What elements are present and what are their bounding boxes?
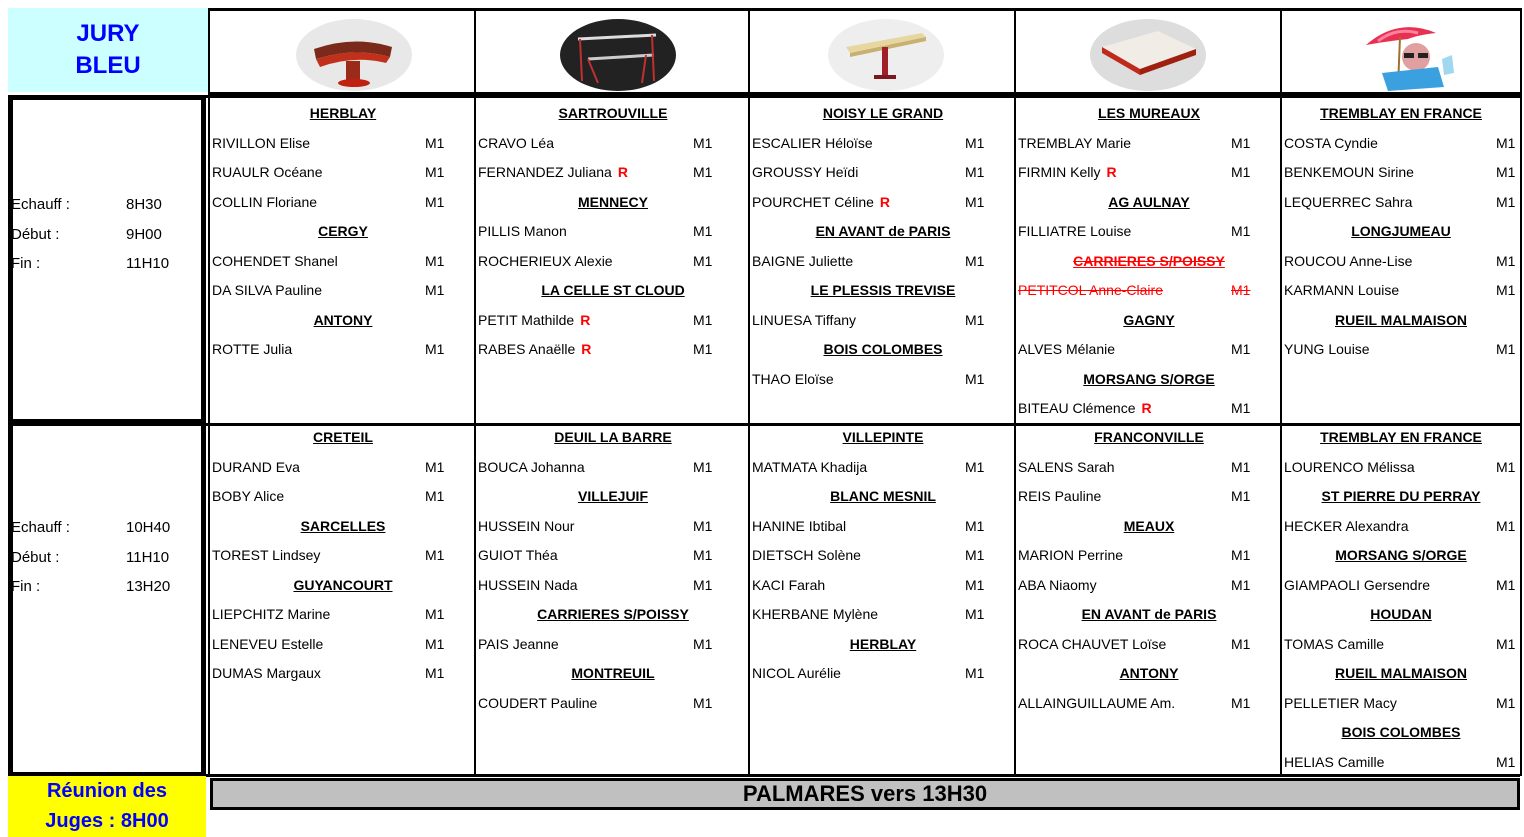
gymnast-level: M1 [693,164,713,180]
column-divider [1520,8,1522,776]
gymnast-level: M1 [1496,252,1516,269]
gymnast-name: REIS Pauline [1018,488,1102,504]
gymnast-name: FIRMIN Kelly [1018,164,1101,180]
gymnast-row [1284,247,1518,276]
gymnast-name: KARMANN Louise [1284,282,1400,298]
gymnast-name: ROTTE Julia [212,341,293,357]
gymnast-row [478,335,748,364]
gymnast-name: THAO Eloïse [752,370,834,387]
gymnast-row [478,217,748,246]
r-mark: R [1141,400,1152,416]
gymnast-level: M1 [1231,134,1251,151]
column-divider [474,8,476,776]
gymnast-name: GROUSSY Heïdi [752,164,859,180]
gymnast-name: GIAMPAOLI Gersendre [1284,576,1431,593]
gymnast-name: HUSSEIN Nada [478,576,578,593]
gymnast-level: M1 [965,370,985,387]
gymnast-level: M1 [693,223,713,239]
gymnast-row [752,512,1014,541]
club-name: ST PIERRE DU PERRAY [1321,488,1481,504]
club-name: LONGJUMEAU [1351,223,1451,239]
gymnast-level: M1 [693,311,713,328]
club-name: BOIS COLOMBES [823,341,943,357]
gymnast-level: M1 [693,694,713,711]
gymnast-row [212,188,474,217]
gymnast-level: M1 [1231,458,1251,475]
gymnast-row [1284,129,1518,158]
gymnast-row [1018,571,1280,600]
gymnast-level: M1 [965,134,985,151]
time-value: 10H40 [126,519,171,536]
apparatus-header-row [208,8,1520,95]
gymnast-level: M1 [1231,223,1251,239]
gymnast-level: M1 [965,576,985,593]
gymnast-name: DIETSCH Solène [752,547,861,563]
column-divider [1014,8,1016,776]
session-time-line [10,249,210,278]
gymnast-name: YUNG Louise [1284,341,1370,357]
gymnast-row [752,365,1014,394]
gymnast-name: LIEPCHITZ Marine [212,606,331,622]
club-name: HOUDAN [1370,606,1432,622]
gymnast-level: M1 [1496,458,1516,475]
gymnast-level: M1 [1496,193,1516,210]
gymnast-row [752,659,1014,688]
column-divider [208,8,210,776]
gymnast-row [752,306,1014,335]
gymnast-row [478,129,748,158]
gymnast-name: ROCHERIEUX Alexie [478,252,613,269]
gymnast-level: M1 [693,517,713,534]
gymnast-name: TOREST Lindsey [212,547,321,563]
time-label: Fin : [11,255,41,272]
gymnast-name: RABES Anaëlle [478,341,576,357]
club-name: EN AVANT de PARIS [1081,606,1217,622]
gymnast-name: ROUCOU Anne-Lise [1284,252,1413,269]
gymnast-level: M1 [425,635,445,652]
gymnast-row [752,158,1014,187]
session-divider [8,95,1520,98]
gymnast-row [478,306,748,335]
gymnast-row [1284,335,1518,364]
club-name: BOIS COLOMBES [1341,724,1461,740]
gymnast-row [212,158,474,187]
club-name: MORSANG S/ORGE [1335,547,1467,563]
palmares-banner: PALMARES vers 13H30 [210,778,1520,810]
gymnast-row [478,247,748,276]
gymnast-row [1018,453,1280,482]
gymnast-row [478,541,748,570]
gymnast-row [478,158,748,187]
gymnast-level: M1 [1496,635,1516,652]
gymnast-level: M1 [693,458,713,475]
time-label: Echauff : [11,196,70,213]
gymnast-level: M1 [1231,547,1251,563]
gymnast-level: M1 [693,341,713,357]
gymnast-level: M1 [965,193,985,210]
gymnast-name: BAIGNE Juliette [752,252,854,269]
session-time-line [10,220,210,249]
gymnast-name: ALLAINGUILLAUME Am. [1018,694,1176,711]
club-name: VILLEPINTE [842,429,924,445]
gymnast-level: M1 [1231,282,1251,298]
time-value: 11H10 [126,548,170,566]
gymnast-name: COLLIN Floriane [212,193,318,210]
gymnast-level: M1 [1496,341,1516,357]
gymnast-row [752,453,1014,482]
gymnast-row [212,129,474,158]
gymnast-row [1018,689,1280,718]
club-name: GUYANCOURT [293,576,393,593]
club-name: CERGY [318,223,368,239]
gymnast-row [1284,453,1518,482]
gymnast-name: PELLETIER Macy [1284,694,1397,711]
gymnast-row [1018,482,1280,511]
gymnast-name: MATMATA Khadija [752,458,868,475]
gymnast-level: M1 [1231,576,1251,593]
club-name: EN AVANT de PARIS [815,223,951,239]
club-name: MORSANG S/ORGE [1083,370,1215,387]
gymnast-row [478,630,748,659]
gymnast-name: LOURENCO Mélissa [1284,458,1415,475]
gymnast-level: M1 [965,665,985,681]
gymnast-row [212,453,474,482]
gymnast-level: M1 [425,606,445,622]
time-label: Début : [11,548,60,566]
club-name: SARCELLES [300,517,386,534]
time-value: 9H00 [126,225,162,243]
gymnast-row [752,188,1014,217]
club-name: MONTREUIL [571,665,655,681]
gymnast-name: BENKEMOUN Sirine [1284,164,1414,180]
gymnast-row [478,453,748,482]
gymnast-level: M1 [965,606,985,622]
judges-meeting-box [8,776,206,837]
club-name: GAGNY [1123,311,1175,328]
gymnast-name: COHENDET Shanel [212,252,338,269]
time-value: 8H30 [126,196,162,213]
gymnast-name: DURAND Eva [212,458,300,475]
gymnast-row [752,571,1014,600]
gymnast-name: MARION Perrine [1018,547,1124,563]
gymnast-row [478,512,748,541]
gymnast-name: PILLIS Manon [478,223,567,239]
time-label: Fin : [11,578,41,595]
gymnast-row [1284,188,1518,217]
gymnast-level: M1 [965,547,985,563]
gymnast-name: CRAVO Léa [478,134,554,151]
gymnast-row [212,276,474,305]
gymnast-name: ABA Niaomy [1018,576,1097,593]
club-name: CRETEIL [313,429,373,445]
column-divider [748,8,750,776]
gymnast-row [1284,512,1518,541]
gymnast-level: M1 [1496,164,1516,180]
gymnast-row [212,630,474,659]
gymnast-row [752,541,1014,570]
time-value: 11H10 [126,255,170,272]
gymnast-name: COUDERT Pauline [478,694,598,711]
gymnast-level: M1 [425,458,445,475]
balance-beam-icon [826,17,946,93]
club-name: CARRIERES S/POISSY [1073,252,1225,269]
gymnast-row [1284,571,1518,600]
time-label: Echauff : [11,519,70,536]
gymnast-name: LINUESA Tiffany [752,311,857,328]
club-name: DEUIL LA BARRE [554,429,672,445]
jury-title [8,8,208,92]
gymnast-level: M1 [1496,282,1516,298]
gymnast-row [212,659,474,688]
gymnast-name: ROCA CHAUVET Loïse [1018,635,1167,652]
gymnast-row [212,600,474,629]
gymnast-name: BOBY Alice [212,488,285,504]
gymnast-name: GUIOT Théa [478,547,558,563]
gymnast-level: M1 [425,252,445,269]
gymnast-name: DUMAS Margaux [212,665,321,681]
gymnast-level: M1 [425,134,445,151]
gymnast-level: M1 [1496,694,1516,711]
gymnast-name: COSTA Cyndie [1284,134,1378,151]
time-value: 13H20 [126,578,171,595]
time-label: Début : [11,225,60,243]
gymnast-row [1018,158,1280,187]
gymnast-level: M1 [425,164,445,180]
gymnast-name: DA SILVA Pauline [212,282,322,298]
judges-meeting-line1: Réunion des [46,780,167,802]
club-name: MEAUX [1123,517,1175,534]
gymnast-level: M1 [425,488,445,504]
r-mark: R [580,311,591,328]
club-name: ANTONY [1119,665,1179,681]
gymnast-row [1018,217,1280,246]
gymnast-name: KHERBANE Mylène [752,606,879,622]
club-name: BLANC MESNIL [830,488,936,504]
session-time-line [10,572,210,601]
club-name: NOISY LE GRAND [822,105,944,121]
beach-umbrella-rest-icon [1348,17,1468,93]
gymnast-row [1018,541,1280,570]
gymnast-name: FILLIATRE Louise [1018,223,1132,239]
vault-icon [294,17,414,93]
jury-title-line1: JURY [76,20,140,47]
club-name: RUEIL MALMAISON [1335,311,1467,328]
gymnast-row [1284,689,1518,718]
club-name: LA CELLE ST CLOUD [541,282,685,298]
gymnast-row [1018,129,1280,158]
club-name: FRANCONVILLE [1094,429,1204,445]
club-name: LE PLESSIS TREVISE [810,282,956,298]
gymnast-row [212,482,474,511]
gymnast-name: HUSSEIN Nour [478,517,575,534]
r-mark: R [1106,164,1117,180]
gymnast-level: M1 [965,517,985,534]
gymnast-name: PETITCOL Anne-Claire [1018,282,1163,298]
gymnast-level: M1 [425,282,445,298]
club-name: HERBLAY [309,105,377,121]
gymnast-level: M1 [693,576,713,593]
gymnast-level: M1 [693,252,713,269]
club-name: AG AULNAY [1108,193,1190,210]
gymnast-level: M1 [693,635,713,652]
gymnast-row [752,600,1014,629]
floor-mat-icon [1088,17,1208,93]
club-name: TREMBLAY EN FRANCE [1320,429,1482,445]
gymnast-name: HECKER Alexandra [1284,517,1409,534]
gymnast-row [752,247,1014,276]
gymnast-level: M1 [1496,753,1516,770]
gymnast-row [1018,630,1280,659]
gymnast-level: M1 [1231,341,1251,357]
gymnast-level: M1 [1496,134,1516,151]
gymnast-name: RIVILLON Elise [212,134,311,151]
uneven-bars-icon [558,17,678,93]
club-name: SARTROUVILLE [558,105,668,121]
gymnast-name: POURCHET Céline [752,193,874,210]
club-name: TREMBLAY EN FRANCE [1320,105,1482,121]
session-time-line [10,190,210,219]
club-name: VILLEJUIF [577,488,648,504]
club-name: ANTONY [313,311,373,328]
club-name: CARRIERES S/POISSY [537,606,689,622]
gymnast-level: M1 [425,341,445,357]
gymnast-name: ALVES Mélanie [1018,341,1116,357]
gymnast-level: M1 [425,665,445,681]
column-divider [1280,8,1282,776]
session-time-line [10,543,210,572]
r-mark: R [879,193,891,210]
gymnast-level: M1 [693,547,713,563]
gymnast-row [212,335,474,364]
gymnast-name: FERNANDEZ Juliana [478,164,612,180]
gymnast-level: M1 [965,458,985,475]
gymnast-level: M1 [1231,164,1251,180]
gymnast-row [212,247,474,276]
judges-meeting-line2: Juges : 8H00 [45,810,169,832]
gymnast-name: PETIT Mathilde [478,311,575,328]
gymnast-level: M1 [965,164,985,180]
gymnast-row [1018,335,1280,364]
gymnast-level: M1 [1496,517,1516,534]
gymnast-level: M1 [1231,488,1251,504]
r-mark: R [617,164,628,180]
gymnast-row [1018,276,1280,305]
gymnast-name: KACI Farah [752,576,826,593]
gymnast-name: ESCALIER Héloïse [752,134,873,151]
gymnast-level: M1 [1231,400,1251,416]
gymnast-name: SALENS Sarah [1018,458,1115,475]
gymnast-row [478,689,748,718]
gymnast-name: HANINE Ibtibal [752,517,847,534]
gymnast-name: BITEAU Clémence [1018,400,1136,416]
gymnast-name: HELIAS Camille [1284,753,1385,770]
gymnast-name: LEQUERREC Sahra [1284,193,1413,210]
gymnast-name: RUAULR Océane [212,164,323,180]
club-name: RUEIL MALMAISON [1335,665,1467,681]
gymnast-row [1284,158,1518,187]
gymnast-level: M1 [965,311,985,328]
gymnast-level: M1 [965,252,985,269]
club-name: LES MUREAUX [1098,105,1200,121]
gymnast-name: NICOL Aurélie [752,665,841,681]
gymnast-name: LENEVEU Estelle [212,635,324,652]
gymnast-row [1284,276,1518,305]
gymnast-name: PAIS Jeanne [478,635,559,652]
gymnast-row [752,129,1014,158]
gymnast-name: BOUCA Johanna [478,458,585,475]
gymnast-name: TOMAS Camille [1284,635,1385,652]
gymnast-level: M1 [1231,694,1251,711]
session-time-line [10,513,210,542]
gymnast-level: M1 [425,193,445,210]
gymnast-name: TREMBLAY Marie [1018,134,1132,151]
gymnast-row [478,571,748,600]
gymnast-row [1284,748,1518,777]
gymnast-level: M1 [1496,576,1516,593]
jury-title-line2: BLEU [75,52,141,79]
gymnast-row [1284,630,1518,659]
r-mark: R [581,341,592,357]
gymnast-level: M1 [425,547,445,563]
gymnast-level: M1 [693,134,713,151]
gymnast-row [212,541,474,570]
gymnast-row [1018,394,1280,423]
gymnast-level: M1 [1231,635,1251,652]
club-name: MENNECY [577,193,648,210]
club-name: HERBLAY [849,635,917,652]
